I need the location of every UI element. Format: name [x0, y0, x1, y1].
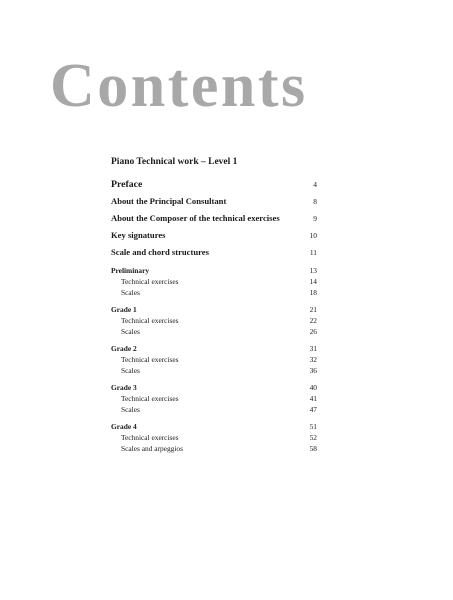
toc-entry-page: 22 [309, 316, 317, 325]
toc-entry-page: 14 [309, 277, 317, 286]
toc-entry-page: 32 [309, 355, 317, 364]
toc-grade-entry[interactable] [111, 344, 317, 354]
toc-entry-scale-chord-structures[interactable] [111, 247, 317, 258]
toc-entry-page: 36 [309, 366, 317, 375]
toc-sub-entry[interactable] [111, 443, 317, 454]
toc-entry-label: Technical exercises [121, 355, 179, 364]
toc-entry-page: 11 [309, 248, 317, 257]
toc-entry-page: 4 [313, 180, 317, 189]
toc-entry-label: Preliminary [111, 266, 150, 275]
toc-entry-principal-consultant[interactable] [111, 196, 317, 207]
toc-entry-label: Scales [121, 327, 140, 336]
toc-entry-label: Scales [121, 288, 140, 297]
toc-entry-page: 21 [309, 305, 317, 314]
toc-entry-label: About the Composer of the technical exercises [111, 213, 280, 223]
toc-entry-label: Technical exercises [121, 277, 179, 286]
toc-sub-entry[interactable] [111, 354, 317, 365]
toc-sub-entry[interactable] [111, 365, 317, 376]
toc-entry-label: Grade 3 [111, 383, 137, 392]
toc-entry-label: Scale and chord structures [111, 247, 209, 257]
table-of-contents [111, 157, 317, 454]
toc-major-section [111, 179, 317, 258]
toc-group-grade-4 [111, 422, 317, 454]
toc-entry-label: Scales [121, 366, 140, 375]
toc-group-grade-1 [111, 305, 317, 337]
toc-entry-key-signatures[interactable] [111, 230, 317, 241]
toc-entry-page: 47 [309, 405, 317, 414]
toc-entry-label: Key signatures [111, 230, 166, 240]
toc-entry-label: Scales and arpeggios [121, 444, 183, 453]
toc-entry-label: Technical exercises [121, 433, 179, 442]
toc-entry-label: Scales [121, 405, 140, 414]
toc-sub-entry[interactable] [111, 393, 317, 404]
toc-entry-page: 51 [309, 422, 317, 431]
toc-entry-label: Technical exercises [121, 394, 179, 403]
toc-group-grade-3 [111, 383, 317, 415]
toc-entry-page: 26 [309, 327, 317, 336]
toc-entry-page: 18 [309, 288, 317, 297]
toc-sub-entry[interactable] [111, 315, 317, 326]
toc-group-grade-2 [111, 344, 317, 376]
toc-sub-entry[interactable] [111, 404, 317, 415]
toc-sub-entry[interactable] [111, 432, 317, 443]
toc-entry-label: Grade 1 [111, 305, 137, 314]
toc-entry-label: About the Principal Consultant [111, 196, 227, 206]
toc-entry-label: Grade 2 [111, 344, 137, 353]
toc-sub-entry[interactable] [111, 287, 317, 298]
toc-entry-label: Grade 4 [111, 422, 137, 431]
toc-group-preliminary [111, 266, 317, 298]
toc-entry-composer[interactable] [111, 213, 317, 224]
toc-grade-entry[interactable] [111, 383, 317, 393]
toc-entry-page: 40 [309, 383, 317, 392]
toc-entry-page: 31 [309, 344, 317, 353]
toc-entry-page: 52 [309, 433, 317, 442]
toc-entry-label: Preface [111, 179, 143, 190]
toc-grade-entry[interactable] [111, 422, 317, 432]
toc-entry-page: 10 [309, 231, 317, 240]
toc-entry-preface[interactable] [111, 179, 317, 190]
toc-entry-page: 58 [309, 444, 317, 453]
toc-entry-page: 41 [309, 394, 317, 403]
toc-heading: Piano Technical work – Level 1 [111, 157, 238, 167]
toc-entry-page: 8 [313, 197, 317, 206]
toc-grade-entry[interactable] [111, 305, 317, 315]
toc-grade-entry[interactable] [111, 266, 317, 276]
toc-entry-page: 9 [313, 214, 317, 223]
toc-sub-entry[interactable] [111, 326, 317, 337]
page-title: Contents [50, 52, 308, 120]
toc-entry-label: Technical exercises [121, 316, 179, 325]
toc-entry-page: 13 [309, 266, 317, 275]
toc-sub-entry[interactable] [111, 276, 317, 287]
